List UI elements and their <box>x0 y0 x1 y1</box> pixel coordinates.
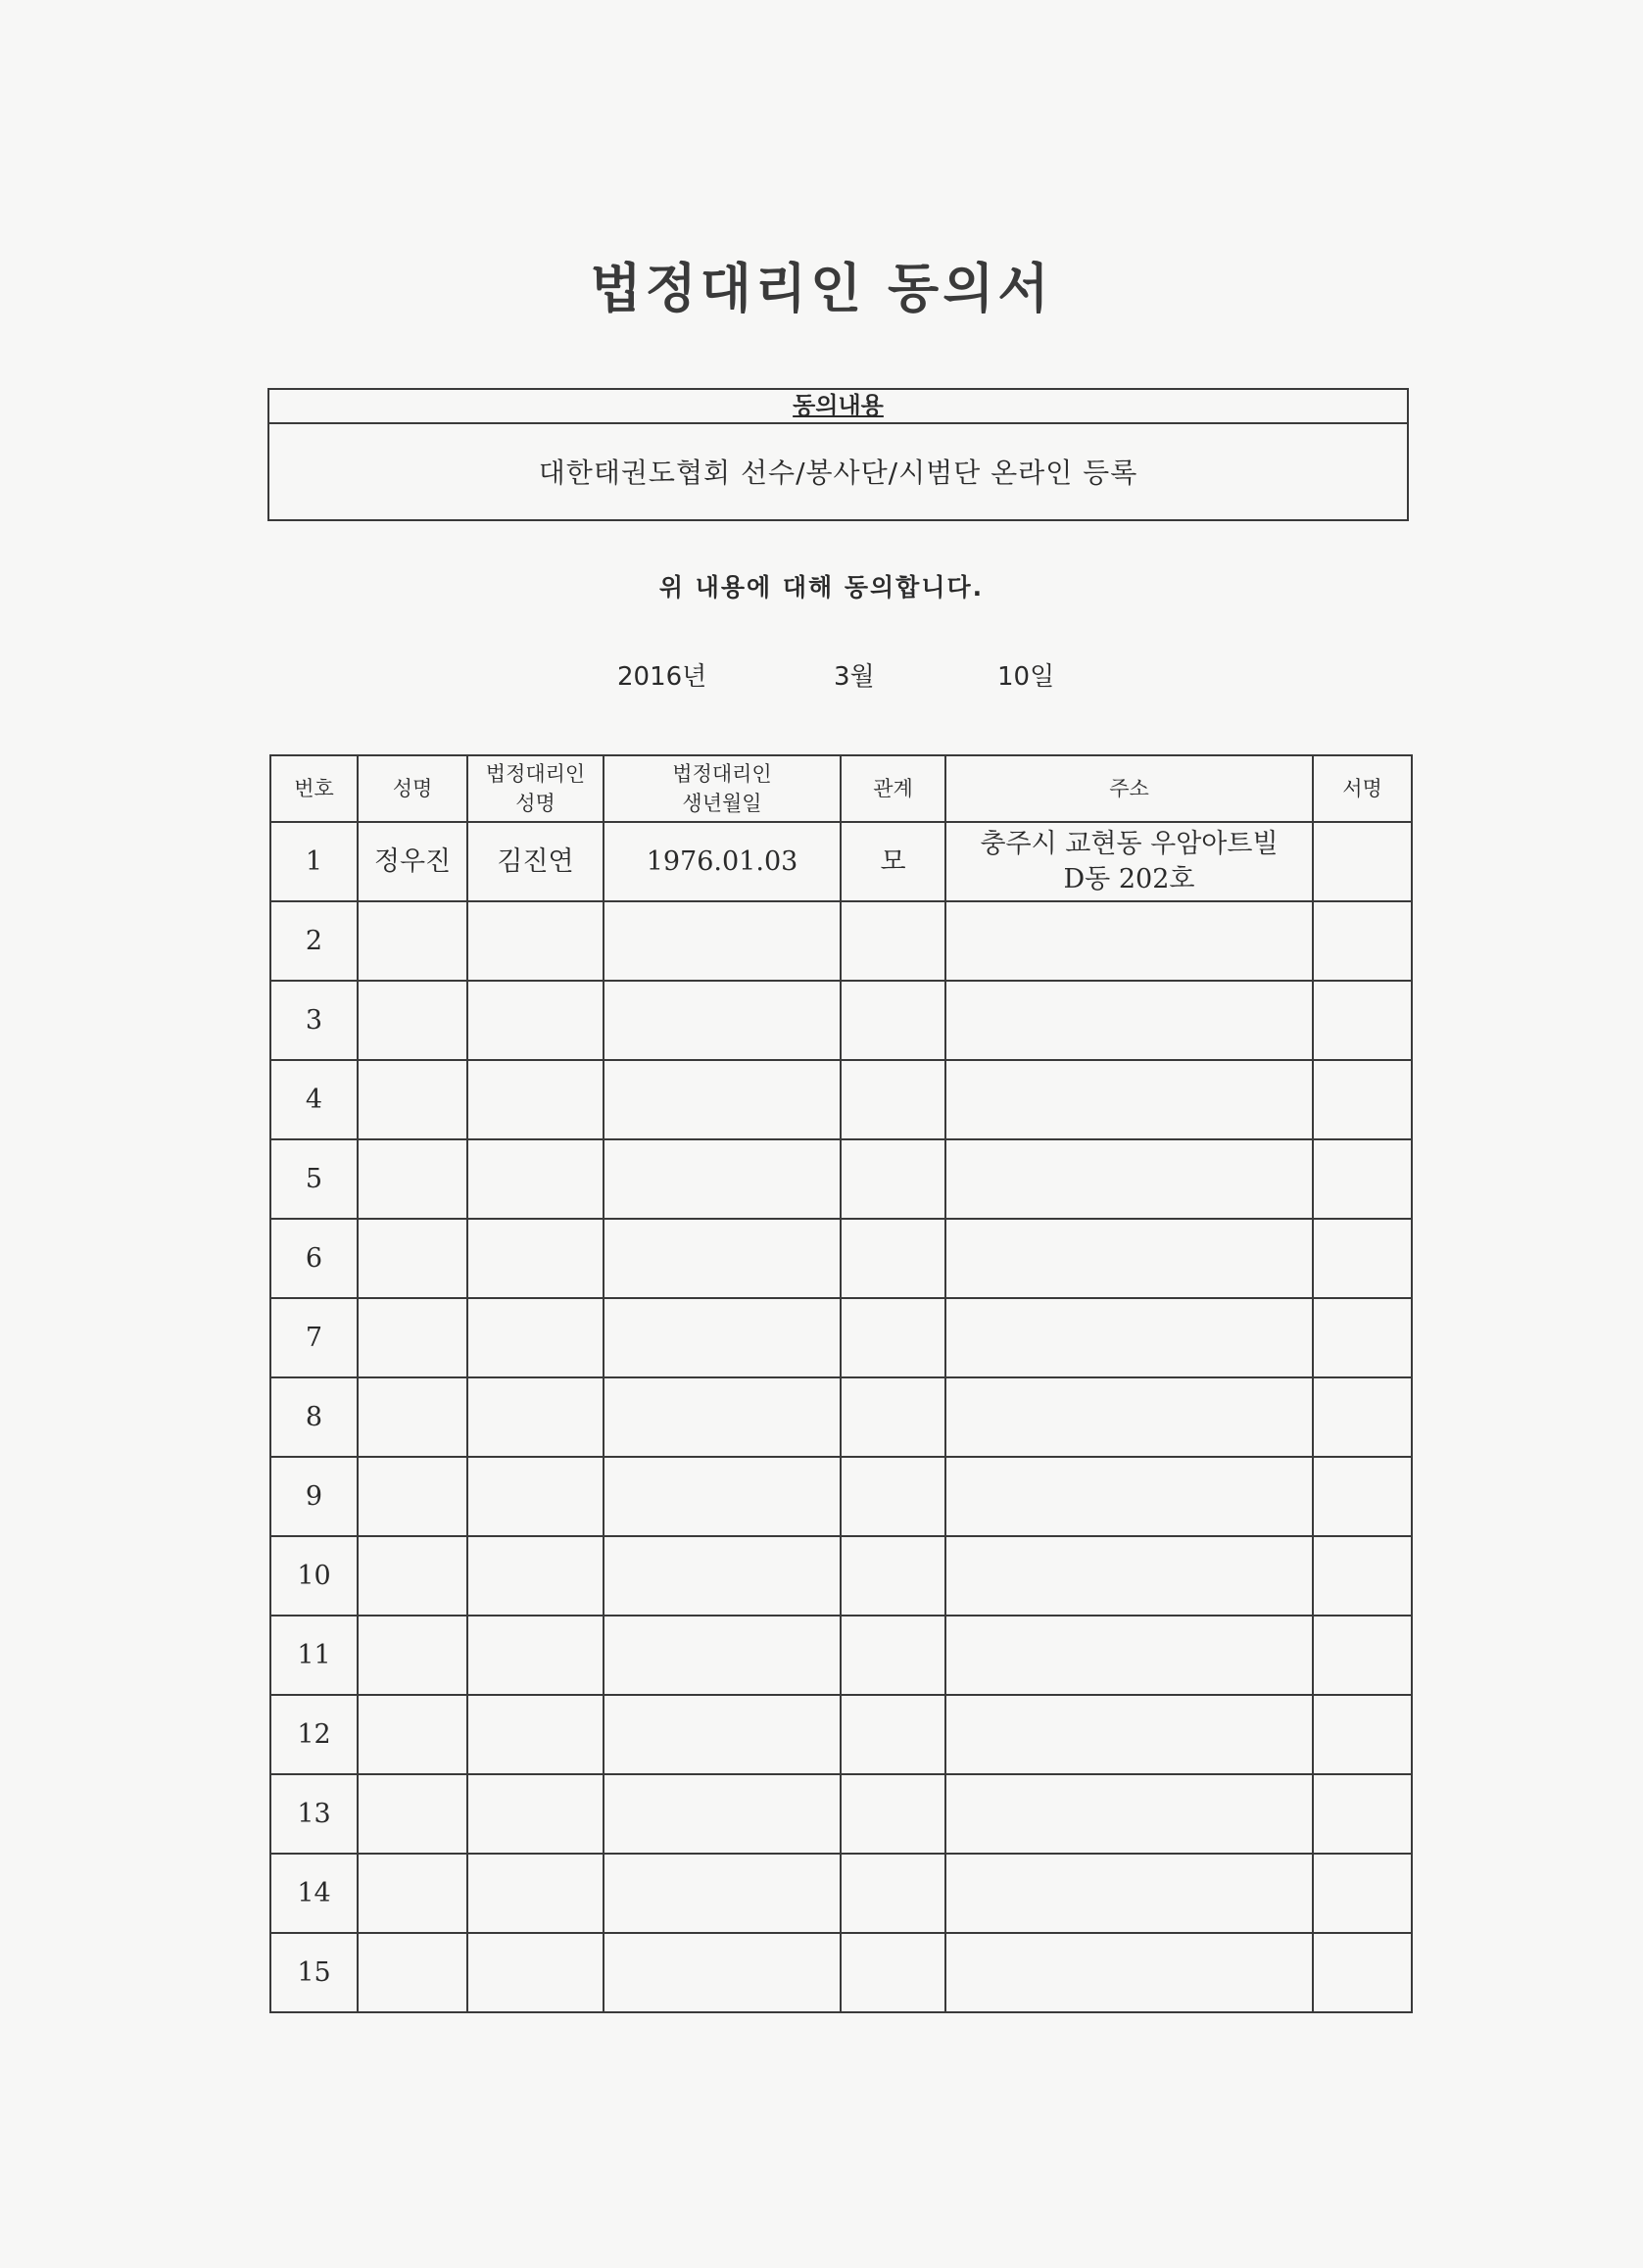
row-address-line1: 충주시 교현동 우암아트빌 <box>980 828 1279 859</box>
row-address-cell <box>945 1616 1313 1695</box>
row-guardian-birth-cell <box>604 981 841 1060</box>
table-row <box>270 1616 1412 1695</box>
row-guardian-birth-cell <box>604 1377 841 1457</box>
row-address-cell <box>945 1774 1313 1854</box>
row-name-cell <box>358 901 467 981</box>
row-no-cell: 2 <box>270 901 358 981</box>
row-address-cell <box>945 1457 1313 1536</box>
row-guardian-name-cell: 김진연 <box>467 822 604 901</box>
row-signature-cell <box>1313 1774 1412 1854</box>
table-row <box>270 1854 1412 1933</box>
row-relation-cell <box>841 1219 945 1298</box>
date-day: 10일 <box>997 662 1055 692</box>
row-name-cell: 정우진 <box>358 822 467 901</box>
row-guardian-birth-cell <box>604 1298 841 1377</box>
row-signature-cell <box>1313 1219 1412 1298</box>
row-signature-cell <box>1313 981 1412 1060</box>
row-relation-cell <box>841 1298 945 1377</box>
row-relation-cell: 모 <box>841 822 945 901</box>
row-guardian-name-cell <box>467 1139 604 1219</box>
consent-content-box <box>267 388 1409 521</box>
row-signature-cell <box>1313 1377 1412 1457</box>
date-month: 3월 <box>834 662 875 692</box>
table-row <box>270 901 1412 981</box>
row-signature-cell <box>1313 1933 1412 2012</box>
row-name-cell <box>358 1219 467 1298</box>
table-row <box>270 981 1412 1060</box>
row-relation-cell <box>841 1933 945 2012</box>
row-no-cell: 14 <box>270 1854 358 1933</box>
row-guardian-name-cell <box>467 1616 604 1695</box>
header-guardian-birth-line1: 법정대리인 <box>672 762 772 786</box>
row-relation-cell <box>841 1377 945 1457</box>
table-row <box>270 1298 1412 1377</box>
row-signature-cell <box>1313 1616 1412 1695</box>
row-name-cell <box>358 1854 467 1933</box>
header-address: 주소 <box>945 755 1313 822</box>
row-guardian-name-cell <box>467 981 604 1060</box>
table-row <box>270 1774 1412 1854</box>
row-signature-cell <box>1313 1854 1412 1933</box>
agreement-statement: 위 내용에 대해 동의합니다. <box>658 573 985 602</box>
row-relation-cell <box>841 901 945 981</box>
row-relation-cell <box>841 1060 945 1139</box>
header-name: 성명 <box>358 755 467 822</box>
row-signature-cell <box>1313 1457 1412 1536</box>
row-guardian-name-cell <box>467 1219 604 1298</box>
row-guardian-birth-cell <box>604 1536 841 1616</box>
row-no-cell: 13 <box>270 1774 358 1854</box>
table-row <box>270 1536 1412 1616</box>
row-guardian-name-cell <box>467 1377 604 1457</box>
row-address-cell <box>945 1298 1313 1377</box>
row-address-cell <box>945 1933 1313 2012</box>
row-signature-cell <box>1313 1139 1412 1219</box>
row-relation-cell <box>841 1854 945 1933</box>
row-name-cell <box>358 981 467 1060</box>
row-guardian-name-cell <box>467 901 604 981</box>
row-name-cell <box>358 1139 467 1219</box>
table-row <box>270 822 1412 901</box>
row-no-cell: 6 <box>270 1219 358 1298</box>
row-guardian-name-cell <box>467 1854 604 1933</box>
row-guardian-name-cell <box>467 1060 604 1139</box>
row-name-cell <box>358 1060 467 1139</box>
row-guardian-birth-cell <box>604 1219 841 1298</box>
row-address-cell <box>945 1695 1313 1774</box>
row-guardian-birth-cell <box>604 1457 841 1536</box>
row-guardian-birth-cell <box>604 1933 841 2012</box>
row-guardian-name-cell <box>467 1457 604 1536</box>
row-guardian-name-cell <box>467 1695 604 1774</box>
row-address-line2: D동 202호 <box>1063 863 1195 894</box>
header-relation: 관계 <box>841 755 945 822</box>
row-address-cell <box>945 1060 1313 1139</box>
row-no-cell: 12 <box>270 1695 358 1774</box>
row-relation-cell <box>841 1139 945 1219</box>
row-address-cell <box>945 822 1313 901</box>
row-signature-cell <box>1313 1298 1412 1377</box>
row-signature-cell <box>1313 1695 1412 1774</box>
row-address-cell <box>945 981 1313 1060</box>
consent-content-body: 대한태권도협회 선수/봉사단/시범단 온라인 등록 <box>538 457 1138 489</box>
row-guardian-name-cell <box>467 1298 604 1377</box>
row-guardian-birth-cell <box>604 1139 841 1219</box>
document-title: 법정대리인 동의서 <box>590 258 1053 319</box>
row-relation-cell <box>841 981 945 1060</box>
row-name-cell <box>358 1298 467 1377</box>
row-relation-cell <box>841 1616 945 1695</box>
row-name-cell <box>358 1616 467 1695</box>
table-row <box>270 1457 1412 1536</box>
row-signature-cell <box>1313 822 1412 901</box>
row-signature-cell <box>1313 1536 1412 1616</box>
row-name-cell <box>358 1377 467 1457</box>
row-address-cell <box>945 1139 1313 1219</box>
consent-content-header: 동의내용 <box>269 390 1407 424</box>
row-address-cell <box>945 1377 1313 1457</box>
header-guardian-birth <box>604 755 841 822</box>
row-name-cell <box>358 1695 467 1774</box>
row-relation-cell <box>841 1457 945 1536</box>
table-row <box>270 1060 1412 1139</box>
row-address-cell <box>945 901 1313 981</box>
row-relation-cell <box>841 1695 945 1774</box>
row-no-cell: 7 <box>270 1298 358 1377</box>
row-guardian-birth-cell <box>604 1695 841 1774</box>
row-no-cell: 10 <box>270 1536 358 1616</box>
row-guardian-birth-cell <box>604 901 841 981</box>
row-guardian-name-cell <box>467 1774 604 1854</box>
row-name-cell <box>358 1457 467 1536</box>
row-no-cell: 4 <box>270 1060 358 1139</box>
table-row <box>270 1377 1412 1457</box>
header-guardian-name-line1: 법정대리인 <box>485 762 586 786</box>
header-guardian-name <box>467 755 604 822</box>
header-guardian-name-line2: 성명 <box>515 792 556 815</box>
row-name-cell <box>358 1933 467 2012</box>
row-guardian-birth-cell <box>604 1060 841 1139</box>
row-relation-cell <box>841 1536 945 1616</box>
guardian-roster-table <box>269 754 1413 2013</box>
row-no-cell: 15 <box>270 1933 358 2012</box>
row-no-cell: 1 <box>270 822 358 901</box>
row-guardian-birth-cell <box>604 1854 841 1933</box>
row-signature-cell <box>1313 1060 1412 1139</box>
table-row <box>270 1219 1412 1298</box>
header-no: 번호 <box>270 755 358 822</box>
row-guardian-birth-cell <box>604 1616 841 1695</box>
row-no-cell: 9 <box>270 1457 358 1536</box>
row-name-cell <box>358 1536 467 1616</box>
row-no-cell: 8 <box>270 1377 358 1457</box>
row-address-cell <box>945 1219 1313 1298</box>
row-guardian-birth-cell <box>604 1774 841 1854</box>
row-no-cell: 5 <box>270 1139 358 1219</box>
table-header-row <box>270 755 1412 822</box>
row-relation-cell <box>841 1774 945 1854</box>
row-address-cell <box>945 1854 1313 1933</box>
table-row <box>270 1695 1412 1774</box>
table-row <box>270 1139 1412 1219</box>
row-guardian-name-cell <box>467 1536 604 1616</box>
header-guardian-birth-line2: 생년월일 <box>682 792 762 815</box>
date-year: 2016년 <box>617 662 707 692</box>
table-body <box>270 822 1412 2012</box>
header-signature: 서명 <box>1313 755 1412 822</box>
row-signature-cell <box>1313 901 1412 981</box>
row-name-cell <box>358 1774 467 1854</box>
row-guardian-name-cell <box>467 1933 604 2012</box>
row-no-cell: 11 <box>270 1616 358 1695</box>
row-guardian-birth-cell: 1976.01.03 <box>604 822 841 901</box>
table-row <box>270 1933 1412 2012</box>
row-address-cell <box>945 1536 1313 1616</box>
row-no-cell: 3 <box>270 981 358 1060</box>
